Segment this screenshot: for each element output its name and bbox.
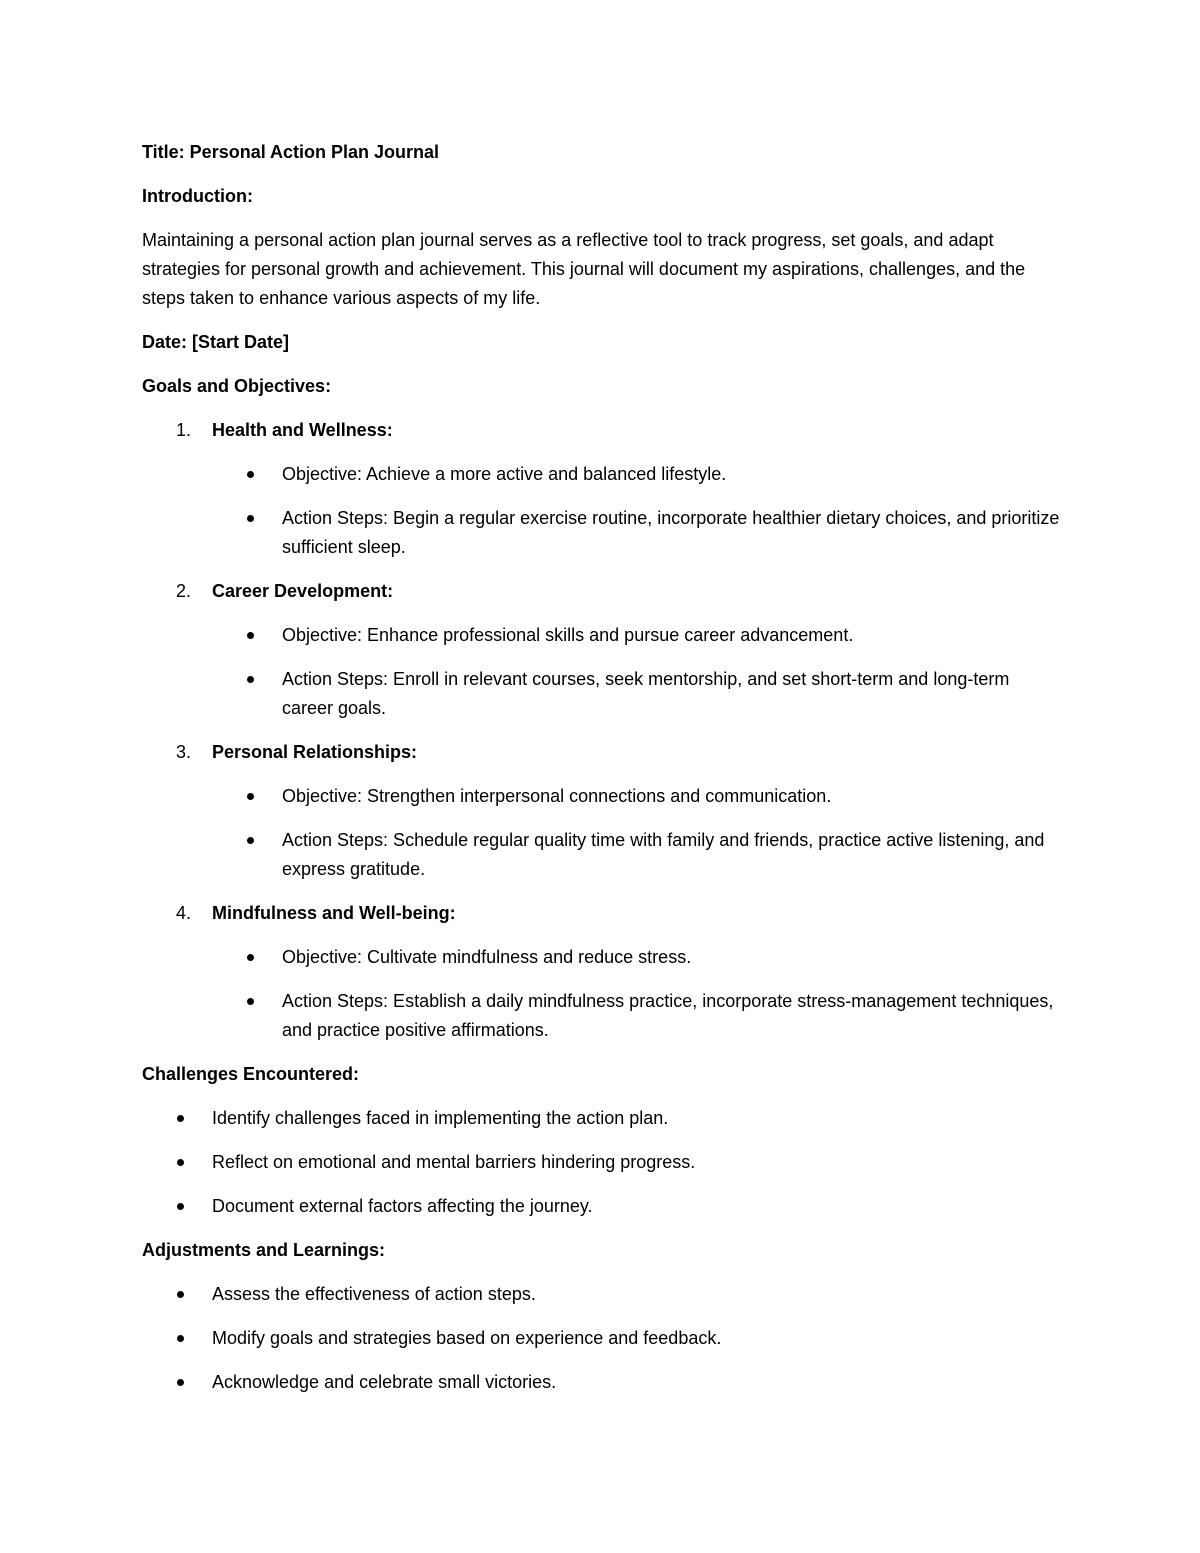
document-title: Title: Personal Action Plan Journal [142, 142, 440, 162]
goal-bullet [142, 782, 1062, 811]
goal-heading [142, 577, 1062, 606]
goal-bullet-text: Action Steps: Schedule regular quality time with family and friends, practice active listening, and express gratitude. [282, 830, 1045, 879]
bullet-icon [177, 1115, 184, 1122]
challenge-text: Document external factors affecting the journey. [212, 1196, 593, 1216]
adjustment-bullet [142, 1324, 1062, 1353]
goal-bullet-text: Objective: Achieve a more active and balanced lifestyle. [282, 464, 727, 484]
bullet-icon [247, 837, 254, 844]
bullet-icon [247, 998, 254, 1005]
goal-bullet-text: Action Steps: Enroll in relevant courses, seek mentorship, and set short-term and long-term career goals. [282, 669, 1010, 718]
date-line: Date: [Start Date] [142, 332, 290, 352]
bullet-icon [177, 1291, 184, 1298]
bullet-icon [247, 471, 254, 478]
challenge-text: Identify challenges faced in implementing the action plan. [212, 1108, 669, 1128]
goal-bullet-text: Objective: Strengthen interpersonal connections and communication. [282, 786, 832, 806]
goal-bullet [142, 621, 1062, 650]
bullet-icon [247, 676, 254, 683]
bullet-icon [247, 515, 254, 522]
goal-number: 1. [176, 420, 192, 440]
goal-title: Career Development: [212, 581, 394, 601]
challenge-bullet [142, 1104, 1062, 1133]
goal-bullet-list [142, 460, 1062, 562]
adjustment-bullet [142, 1280, 1062, 1309]
challenge-text: Reflect on emotional and mental barriers hindering progress. [212, 1152, 696, 1172]
challenges-heading: Challenges Encountered: [142, 1064, 360, 1084]
document-content [142, 138, 1062, 1412]
goal-bullet [142, 504, 1062, 562]
goal-item-career [142, 577, 1062, 723]
adjustments-heading: Adjustments and Learnings: [142, 1240, 386, 1260]
goal-bullet-list [142, 943, 1062, 1045]
bullet-icon [177, 1159, 184, 1166]
goal-item-health [142, 416, 1062, 562]
bullet-icon [177, 1203, 184, 1210]
goal-bullet [142, 460, 1062, 489]
adjustment-text: Assess the effectiveness of action steps. [212, 1284, 536, 1304]
adjustment-bullet [142, 1368, 1062, 1397]
introduction-text: Maintaining a personal action plan journal serves as a reflective tool to track progress, set goals, and adapt strategies for personal growth and achievement. This journal will document my aspirations, challenges, and the steps taken to enhance various aspects of my life. [142, 230, 1026, 308]
goal-number: 2. [176, 581, 192, 601]
goal-bullet-text: Action Steps: Establish a daily mindfulness practice, incorporate stress-management techniques, and practice positive affirmations. [282, 991, 1054, 1040]
adjustments-list [142, 1280, 1062, 1397]
goal-bullet [142, 943, 1062, 972]
bullet-icon [177, 1379, 184, 1386]
adjustment-text: Modify goals and strategies based on experience and feedback. [212, 1328, 722, 1348]
challenges-list [142, 1104, 1062, 1221]
bullet-icon [247, 793, 254, 800]
goal-heading [142, 416, 1062, 445]
goal-title: Mindfulness and Well-being: [212, 903, 456, 923]
goal-title: Personal Relationships: [212, 742, 418, 762]
goal-bullet [142, 826, 1062, 884]
introduction-heading: Introduction: [142, 186, 253, 206]
goal-title: Health and Wellness: [212, 420, 393, 440]
goal-number: 3. [176, 742, 192, 762]
goal-bullet-text: Action Steps: Begin a regular exercise routine, incorporate healthier dietary choices, and prioritize sufficient sleep. [282, 508, 1060, 557]
goals-heading: Goals and Objectives: [142, 376, 332, 396]
goal-heading [142, 738, 1062, 767]
adjustment-text: Acknowledge and celebrate small victories. [212, 1372, 557, 1392]
bullet-icon [177, 1335, 184, 1342]
challenge-bullet [142, 1192, 1062, 1221]
goal-item-mindfulness [142, 899, 1062, 1045]
goal-bullet-list [142, 621, 1062, 723]
bullet-icon [247, 954, 254, 961]
challenge-bullet [142, 1148, 1062, 1177]
goal-bullet [142, 665, 1062, 723]
bullet-icon [247, 632, 254, 639]
goal-item-relationships [142, 738, 1062, 884]
goal-bullet [142, 987, 1062, 1045]
goal-number: 4. [176, 903, 192, 923]
goal-heading [142, 899, 1062, 928]
goal-bullet-list [142, 782, 1062, 884]
goal-bullet-text: Objective: Cultivate mindfulness and reduce stress. [282, 947, 692, 967]
goal-bullet-text: Objective: Enhance professional skills and pursue career advancement. [282, 625, 854, 645]
